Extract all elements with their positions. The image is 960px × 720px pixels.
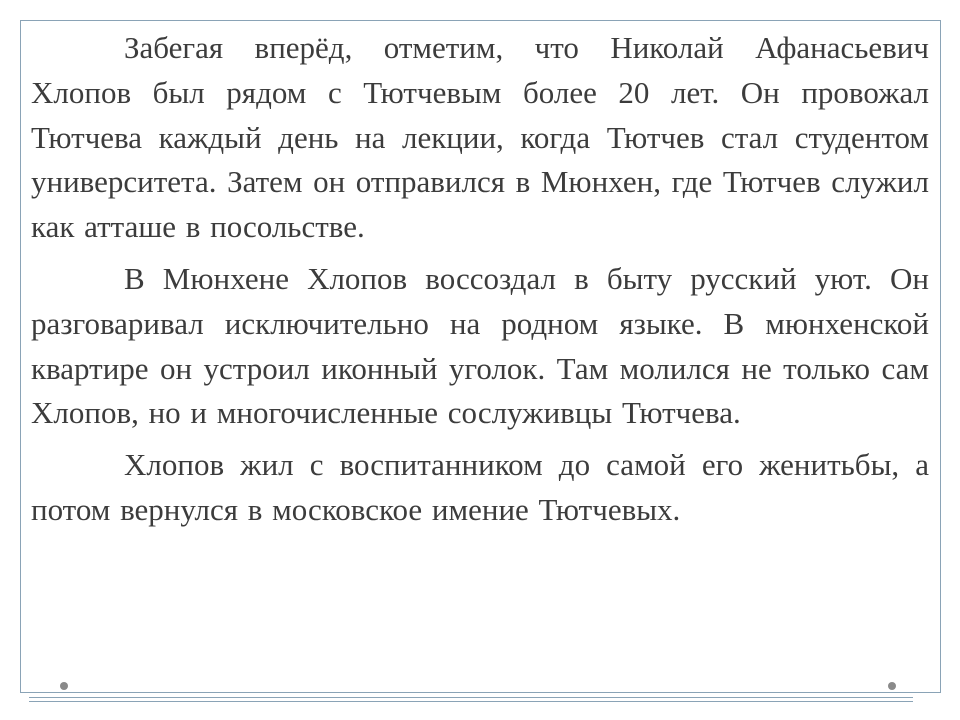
left-corner-dot-icon bbox=[60, 682, 68, 690]
footer-rule-top bbox=[29, 697, 913, 698]
paragraph-3: Хлопов жил с воспитанником до самой его женитьбы, а потом вернулся в московское имение Тютчевых. bbox=[31, 447, 929, 527]
footer-rule-bottom bbox=[29, 701, 913, 702]
right-corner-dot-icon bbox=[888, 682, 896, 690]
paragraph-2: В Мюнхене Хлопов воссоздал в быту русский уют. Он разговаривал исключительно на родном языке. В мюнхенской квартире он устроил иконный уголок. Там молился не только сам Хлопов, но и многочисленные сослуживцы Тютчева. bbox=[31, 260, 929, 431]
slide-text-body bbox=[31, 26, 929, 533]
paragraph-1: Забегая вперёд, отметим, что Николай Афанасьевич Хлопов был рядом с Тютчевым более 20 лет. Он провожал Тютчева каждый день на лекции, когда Тютчев стал студентом университета. Затем он отправился в Мюнхен, где Тютчев служил как атташе в посольстве. bbox=[31, 30, 929, 245]
